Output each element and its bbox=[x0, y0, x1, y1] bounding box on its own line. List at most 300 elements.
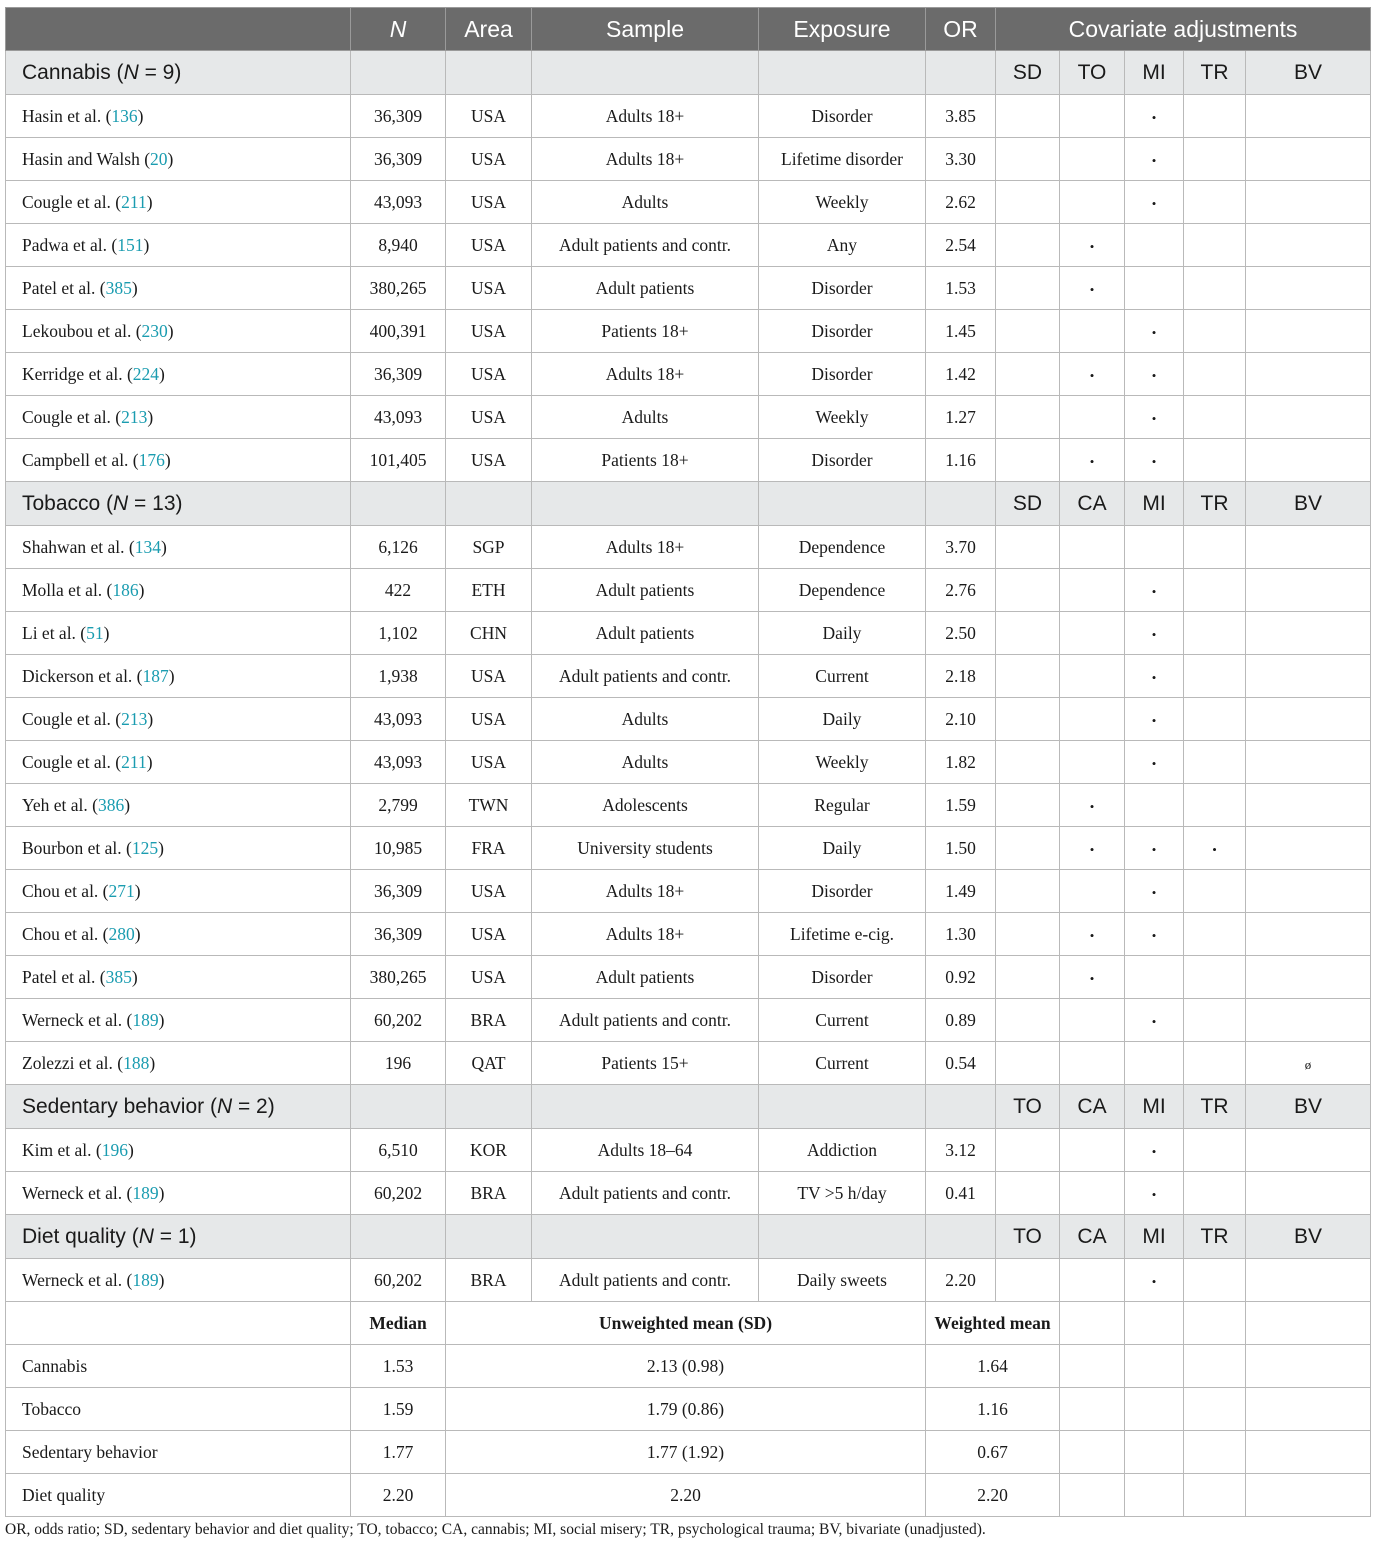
summary-empty-cell bbox=[1060, 1388, 1125, 1431]
covariate-cell bbox=[1184, 999, 1246, 1042]
header-n: N bbox=[351, 8, 446, 51]
covariate-mark: • bbox=[1151, 152, 1157, 168]
odds-ratio: 2.10 bbox=[926, 698, 996, 741]
data-table bbox=[5, 7, 1371, 1517]
sample: Adults 18+ bbox=[532, 913, 759, 956]
covariate-cell bbox=[996, 569, 1060, 612]
sample: Adults 18–64 bbox=[532, 1129, 759, 1172]
covariate-cell bbox=[1246, 741, 1371, 784]
summary-empty-cell bbox=[1246, 1474, 1371, 1517]
study-citation: Werneck et al. (189) bbox=[6, 1172, 351, 1215]
covariate-cell bbox=[1184, 1172, 1246, 1215]
summary-empty-cell bbox=[1246, 1431, 1371, 1474]
reference-link[interactable]: 151 bbox=[117, 234, 144, 255]
group-empty-cell bbox=[351, 51, 446, 95]
table-row bbox=[6, 1129, 1371, 1172]
group-empty-cell bbox=[926, 1085, 996, 1129]
exposure: Daily bbox=[759, 827, 926, 870]
covariate-cell bbox=[996, 1259, 1060, 1302]
study-citation: Campbell et al. (176) bbox=[6, 439, 351, 482]
reference-link[interactable]: 385 bbox=[105, 277, 132, 298]
study-citation: Cougle et al. (213) bbox=[6, 396, 351, 439]
sample-size: 60,202 bbox=[351, 1259, 446, 1302]
summary-weighted-mean: 1.16 bbox=[926, 1388, 1060, 1431]
area: USA bbox=[446, 138, 532, 181]
covariate-mark: • bbox=[1151, 927, 1157, 943]
covariate-cell bbox=[1125, 224, 1184, 267]
exposure: Dependence bbox=[759, 526, 926, 569]
exposure: Disorder bbox=[759, 956, 926, 999]
group-empty-cell bbox=[446, 482, 532, 526]
covariate-mark: • bbox=[1151, 841, 1157, 857]
covariate-cell bbox=[1184, 913, 1246, 956]
summary-median: 1.59 bbox=[351, 1388, 446, 1431]
study-citation: Patel et al. (385) bbox=[6, 267, 351, 310]
area: USA bbox=[446, 655, 532, 698]
exposure: Daily sweets bbox=[759, 1259, 926, 1302]
area: USA bbox=[446, 741, 532, 784]
exposure: Disorder bbox=[759, 310, 926, 353]
area: USA bbox=[446, 698, 532, 741]
summary-weighted-mean: 0.67 bbox=[926, 1431, 1060, 1474]
table-row bbox=[6, 569, 1371, 612]
group-empty-cell bbox=[759, 1085, 926, 1129]
summary-header-unweighted: Unweighted mean (SD) bbox=[446, 1302, 926, 1345]
group-empty-cell bbox=[532, 1085, 759, 1129]
reference-link[interactable]: 271 bbox=[108, 880, 135, 901]
reference-link[interactable]: 186 bbox=[112, 579, 139, 600]
covariate-cell bbox=[1125, 396, 1184, 439]
covariate-cell bbox=[1125, 181, 1184, 224]
sample-size: 380,265 bbox=[351, 956, 446, 999]
covariate-cell bbox=[996, 956, 1060, 999]
covariate-cell bbox=[1125, 439, 1184, 482]
summary-label: Tobacco bbox=[6, 1388, 351, 1431]
covariate-cell bbox=[1184, 655, 1246, 698]
covariate-cell bbox=[1246, 526, 1371, 569]
covariate-cell bbox=[1060, 95, 1125, 138]
covariate-mark: • bbox=[1151, 669, 1157, 685]
covariate-cell bbox=[1125, 95, 1184, 138]
covariate-cell bbox=[1246, 999, 1371, 1042]
summary-row bbox=[6, 1474, 1371, 1517]
study-citation: Cougle et al. (211) bbox=[6, 741, 351, 784]
group-title: Cannabis (N = 9) bbox=[6, 51, 351, 95]
reference-link[interactable]: 224 bbox=[132, 363, 160, 384]
summary-median: 1.77 bbox=[351, 1431, 446, 1474]
covariate-cell bbox=[1246, 1129, 1371, 1172]
covariate-cell bbox=[996, 784, 1060, 827]
odds-ratio: 2.18 bbox=[926, 655, 996, 698]
sample-size: 43,093 bbox=[351, 741, 446, 784]
exposure: Disorder bbox=[759, 870, 926, 913]
sample: Patients 15+ bbox=[532, 1042, 759, 1085]
sample: Adults 18+ bbox=[532, 526, 759, 569]
covariate-cell bbox=[996, 1172, 1060, 1215]
table-row bbox=[6, 310, 1371, 353]
exposure: Disorder bbox=[759, 267, 926, 310]
study-citation: Zolezzi et al. (188) bbox=[6, 1042, 351, 1085]
exposure: Disorder bbox=[759, 439, 926, 482]
sample: Patients 18+ bbox=[532, 310, 759, 353]
summary-empty-cell bbox=[1184, 1345, 1246, 1388]
odds-ratio: 1.27 bbox=[926, 396, 996, 439]
sample-size: 43,093 bbox=[351, 698, 446, 741]
summary-empty-cell bbox=[1246, 1302, 1371, 1345]
group-empty-cell bbox=[759, 51, 926, 95]
covariate-column-label: TR bbox=[1184, 1215, 1246, 1259]
area: QAT bbox=[446, 1042, 532, 1085]
odds-ratio: 1.49 bbox=[926, 870, 996, 913]
study-citation: Werneck et al. (189) bbox=[6, 999, 351, 1042]
covariate-mark: • bbox=[1151, 367, 1157, 383]
sample-size: 36,309 bbox=[351, 138, 446, 181]
reference-link[interactable]: 211 bbox=[121, 751, 147, 772]
study-citation: Kim et al. (196) bbox=[6, 1129, 351, 1172]
group-header-row bbox=[6, 1085, 1371, 1129]
sample-size: 60,202 bbox=[351, 999, 446, 1042]
odds-ratio: 3.85 bbox=[926, 95, 996, 138]
sample-size: 60,202 bbox=[351, 1172, 446, 1215]
table-row bbox=[6, 827, 1371, 870]
summary-empty-cell bbox=[1246, 1388, 1371, 1431]
area: USA bbox=[446, 181, 532, 224]
covariate-cell bbox=[1060, 1129, 1125, 1172]
reference-link[interactable]: 386 bbox=[98, 794, 125, 815]
study-citation: Padwa et al. (151) bbox=[6, 224, 351, 267]
sample-size: 380,265 bbox=[351, 267, 446, 310]
odds-ratio: 1.16 bbox=[926, 439, 996, 482]
covariate-column-label: BV bbox=[1246, 51, 1371, 95]
exposure: Lifetime e-cig. bbox=[759, 913, 926, 956]
summary-median: 2.20 bbox=[351, 1474, 446, 1517]
covariate-mark: • bbox=[1151, 1273, 1157, 1289]
reference-link[interactable]: 189 bbox=[132, 1182, 159, 1203]
summary-unweighted-mean: 2.20 bbox=[446, 1474, 926, 1517]
covariate-mark: • bbox=[1212, 841, 1217, 857]
summary-empty-cell bbox=[1125, 1431, 1184, 1474]
covariate-column-label: MI bbox=[1125, 482, 1184, 526]
covariate-column-label: TR bbox=[1184, 482, 1246, 526]
group-header-row bbox=[6, 482, 1371, 526]
reference-link[interactable]: 20 bbox=[150, 148, 168, 169]
covariate-cell bbox=[1184, 1129, 1246, 1172]
covariate-cell bbox=[996, 1042, 1060, 1085]
reference-link[interactable]: 211 bbox=[121, 191, 147, 212]
covariate-cell bbox=[996, 353, 1060, 396]
sample-size: 8,940 bbox=[351, 224, 446, 267]
reference-link[interactable]: 280 bbox=[108, 923, 135, 944]
area: SGP bbox=[446, 526, 532, 569]
odds-ratio: 1.50 bbox=[926, 827, 996, 870]
covariate-mark: • bbox=[1151, 712, 1157, 728]
covariate-column-label: SD bbox=[996, 51, 1060, 95]
area: CHN bbox=[446, 612, 532, 655]
covariate-cell bbox=[1125, 870, 1184, 913]
table-header-row bbox=[6, 8, 1371, 51]
covariate-cell bbox=[1184, 956, 1246, 999]
summary-empty-cell bbox=[1125, 1345, 1184, 1388]
sample: Adult patients and contr. bbox=[532, 655, 759, 698]
sample-size: 36,309 bbox=[351, 95, 446, 138]
covariate-cell bbox=[1184, 224, 1246, 267]
group-empty-cell bbox=[446, 1085, 532, 1129]
covariate-cell bbox=[1184, 526, 1246, 569]
covariate-cell bbox=[1060, 870, 1125, 913]
covariate-cell bbox=[1246, 698, 1371, 741]
header-or: OR bbox=[926, 8, 996, 51]
covariate-cell bbox=[1246, 396, 1371, 439]
covariate-cell bbox=[1060, 612, 1125, 655]
covariate-mark: ø bbox=[1304, 1056, 1312, 1072]
odds-ratio: 0.41 bbox=[926, 1172, 996, 1215]
sample-size: 101,405 bbox=[351, 439, 446, 482]
exposure: Weekly bbox=[759, 396, 926, 439]
covariate-cell bbox=[1060, 956, 1125, 999]
covariate-cell bbox=[1125, 612, 1184, 655]
group-title: Diet quality (N = 1) bbox=[6, 1215, 351, 1259]
covariate-column-label: TR bbox=[1184, 1085, 1246, 1129]
exposure: Daily bbox=[759, 612, 926, 655]
covariate-cell bbox=[1060, 526, 1125, 569]
study-citation: Cougle et al. (211) bbox=[6, 181, 351, 224]
covariate-cell bbox=[1246, 224, 1371, 267]
reference-link[interactable]: 196 bbox=[101, 1139, 128, 1160]
covariate-cell bbox=[1246, 1259, 1371, 1302]
covariate-cell bbox=[1246, 267, 1371, 310]
study-citation: Hasin and Walsh (20) bbox=[6, 138, 351, 181]
study-citation: Yeh et al. (386) bbox=[6, 784, 351, 827]
covariate-cell bbox=[1060, 1042, 1125, 1085]
covariate-cell bbox=[1125, 310, 1184, 353]
covariate-cell bbox=[996, 181, 1060, 224]
covariate-cell bbox=[996, 396, 1060, 439]
odds-ratio: 0.89 bbox=[926, 999, 996, 1042]
area: BRA bbox=[446, 999, 532, 1042]
covariate-mark: • bbox=[1151, 453, 1157, 469]
reference-link[interactable]: 188 bbox=[123, 1052, 150, 1073]
covariate-cell bbox=[1184, 784, 1246, 827]
table-row bbox=[6, 1042, 1371, 1085]
reference-link[interactable]: 213 bbox=[121, 406, 148, 427]
sample-size: 6,510 bbox=[351, 1129, 446, 1172]
covariate-cell bbox=[1125, 569, 1184, 612]
covariate-cell bbox=[1246, 655, 1371, 698]
covariate-mark: • bbox=[1151, 755, 1157, 771]
covariate-mark: • bbox=[1089, 798, 1095, 814]
group-empty-cell bbox=[351, 482, 446, 526]
summary-empty-cell bbox=[1184, 1388, 1246, 1431]
exposure: Lifetime disorder bbox=[759, 138, 926, 181]
covariate-cell bbox=[996, 138, 1060, 181]
summary-label: Cannabis bbox=[6, 1345, 351, 1388]
covariate-cell bbox=[1184, 95, 1246, 138]
covariate-cell bbox=[1246, 138, 1371, 181]
odds-ratio: 1.59 bbox=[926, 784, 996, 827]
study-citation: Chou et al. (271) bbox=[6, 870, 351, 913]
study-citation: Chou et al. (280) bbox=[6, 913, 351, 956]
summary-empty-cell bbox=[1060, 1302, 1125, 1345]
sample-size: 422 bbox=[351, 569, 446, 612]
covariate-cell bbox=[1060, 439, 1125, 482]
odds-ratio: 3.70 bbox=[926, 526, 996, 569]
area: USA bbox=[446, 224, 532, 267]
covariate-cell bbox=[996, 310, 1060, 353]
exposure: Current bbox=[759, 999, 926, 1042]
sample: Adult patients bbox=[532, 569, 759, 612]
sample-size: 36,309 bbox=[351, 353, 446, 396]
covariate-column-label: SD bbox=[996, 482, 1060, 526]
group-empty-cell bbox=[532, 51, 759, 95]
study-citation: Kerridge et al. (224) bbox=[6, 353, 351, 396]
sample: Adult patients bbox=[532, 267, 759, 310]
covariate-cell bbox=[1246, 353, 1371, 396]
covariate-column-label: MI bbox=[1125, 51, 1184, 95]
reference-link[interactable]: 125 bbox=[131, 837, 159, 858]
group-header-row bbox=[6, 51, 1371, 95]
header-sample: Sample bbox=[532, 8, 759, 51]
covariate-cell bbox=[996, 655, 1060, 698]
reference-link[interactable]: 187 bbox=[142, 665, 169, 686]
covariate-cell bbox=[1125, 956, 1184, 999]
covariate-cell bbox=[1246, 956, 1371, 999]
covariate-cell bbox=[1246, 569, 1371, 612]
sample-size: 1,102 bbox=[351, 612, 446, 655]
covariate-cell bbox=[1184, 353, 1246, 396]
table-row bbox=[6, 138, 1371, 181]
group-empty-cell bbox=[926, 1215, 996, 1259]
study-citation: Dickerson et al. (187) bbox=[6, 655, 351, 698]
study-citation: Cougle et al. (213) bbox=[6, 698, 351, 741]
area: USA bbox=[446, 870, 532, 913]
covariate-cell bbox=[1060, 999, 1125, 1042]
odds-ratio: 2.50 bbox=[926, 612, 996, 655]
covariate-cell bbox=[1125, 1042, 1184, 1085]
reference-link[interactable]: 189 bbox=[132, 1269, 159, 1290]
summary-empty-cell bbox=[1060, 1345, 1125, 1388]
exposure: Current bbox=[759, 655, 926, 698]
sample-size: 196 bbox=[351, 1042, 446, 1085]
table-row bbox=[6, 870, 1371, 913]
sample: Adults 18+ bbox=[532, 353, 759, 396]
reference-link[interactable]: 385 bbox=[105, 966, 132, 987]
covariate-mark: • bbox=[1089, 970, 1095, 986]
table-row bbox=[6, 95, 1371, 138]
exposure: Dependence bbox=[759, 569, 926, 612]
area: FRA bbox=[446, 827, 532, 870]
covariate-cell bbox=[1184, 181, 1246, 224]
covariate-cell bbox=[996, 267, 1060, 310]
covariate-cell bbox=[1246, 181, 1371, 224]
sample: Adults 18+ bbox=[532, 95, 759, 138]
odds-ratio: 2.76 bbox=[926, 569, 996, 612]
covariate-cell bbox=[1246, 310, 1371, 353]
study-citation: Werneck et al. (189) bbox=[6, 1259, 351, 1302]
covariate-cell bbox=[996, 224, 1060, 267]
sample-size: 6,126 bbox=[351, 526, 446, 569]
covariate-cell bbox=[1246, 439, 1371, 482]
group-empty-cell bbox=[759, 482, 926, 526]
covariate-cell bbox=[1184, 1259, 1246, 1302]
study-citation: Hasin et al. (136) bbox=[6, 95, 351, 138]
covariate-cell bbox=[1125, 526, 1184, 569]
reference-link[interactable]: 230 bbox=[141, 320, 168, 341]
exposure: Disorder bbox=[759, 95, 926, 138]
covariate-column-label: CA bbox=[1060, 1085, 1125, 1129]
sample: Adolescents bbox=[532, 784, 759, 827]
table-row bbox=[6, 353, 1371, 396]
covariate-cell bbox=[1060, 827, 1125, 870]
reference-link[interactable]: 189 bbox=[132, 1009, 159, 1030]
sample: Adults bbox=[532, 698, 759, 741]
covariate-cell bbox=[1246, 784, 1371, 827]
sample: Adult patients bbox=[532, 612, 759, 655]
summary-unweighted-mean: 2.13 (0.98) bbox=[446, 1345, 926, 1388]
sample-size: 43,093 bbox=[351, 396, 446, 439]
reference-link[interactable]: 51 bbox=[86, 622, 104, 643]
covariate-mark: • bbox=[1151, 410, 1157, 426]
covariate-cell bbox=[1184, 1042, 1246, 1085]
study-citation: Shahwan et al. (134) bbox=[6, 526, 351, 569]
summary-weighted-mean: 2.20 bbox=[926, 1474, 1060, 1517]
covariate-cell bbox=[1060, 741, 1125, 784]
sample: Adults 18+ bbox=[532, 138, 759, 181]
exposure: Daily bbox=[759, 698, 926, 741]
reference-link[interactable]: 176 bbox=[138, 449, 165, 470]
sample: Patients 18+ bbox=[532, 439, 759, 482]
covariate-column-label: TO bbox=[1060, 51, 1125, 95]
covariate-cell bbox=[1184, 310, 1246, 353]
area: USA bbox=[446, 913, 532, 956]
reference-link[interactable]: 134 bbox=[134, 536, 161, 557]
covariate-cell bbox=[1184, 138, 1246, 181]
area: KOR bbox=[446, 1129, 532, 1172]
summary-label: Sedentary behavior bbox=[6, 1431, 351, 1474]
covariate-column-label: MI bbox=[1125, 1215, 1184, 1259]
area: USA bbox=[446, 267, 532, 310]
odds-ratio: 1.45 bbox=[926, 310, 996, 353]
summary-unweighted-mean: 1.79 (0.86) bbox=[446, 1388, 926, 1431]
covariate-column-label: CA bbox=[1060, 482, 1125, 526]
covariate-cell bbox=[1246, 1042, 1371, 1085]
summary-empty-cell bbox=[1125, 1388, 1184, 1431]
reference-link[interactable]: 136 bbox=[111, 105, 138, 126]
table-row bbox=[6, 655, 1371, 698]
sample-size: 400,391 bbox=[351, 310, 446, 353]
group-empty-cell bbox=[532, 482, 759, 526]
sample: Adults bbox=[532, 181, 759, 224]
covariate-cell bbox=[996, 698, 1060, 741]
table-row bbox=[6, 396, 1371, 439]
summary-empty-cell bbox=[1184, 1302, 1246, 1345]
covariate-mark: • bbox=[1151, 324, 1157, 340]
odds-ratio: 2.62 bbox=[926, 181, 996, 224]
covariate-cell bbox=[1060, 396, 1125, 439]
reference-link[interactable]: 213 bbox=[121, 708, 148, 729]
covariate-cell bbox=[996, 913, 1060, 956]
covariate-cell bbox=[996, 870, 1060, 913]
covariate-cell bbox=[1246, 870, 1371, 913]
header-exposure: Exposure bbox=[759, 8, 926, 51]
group-title: Sedentary behavior (N = 2) bbox=[6, 1085, 351, 1129]
covariate-mark: • bbox=[1089, 453, 1095, 469]
sample: Adult patients bbox=[532, 956, 759, 999]
table-row bbox=[6, 784, 1371, 827]
area: TWN bbox=[446, 784, 532, 827]
covariate-cell bbox=[1246, 1172, 1371, 1215]
table-row bbox=[6, 956, 1371, 999]
area: USA bbox=[446, 95, 532, 138]
